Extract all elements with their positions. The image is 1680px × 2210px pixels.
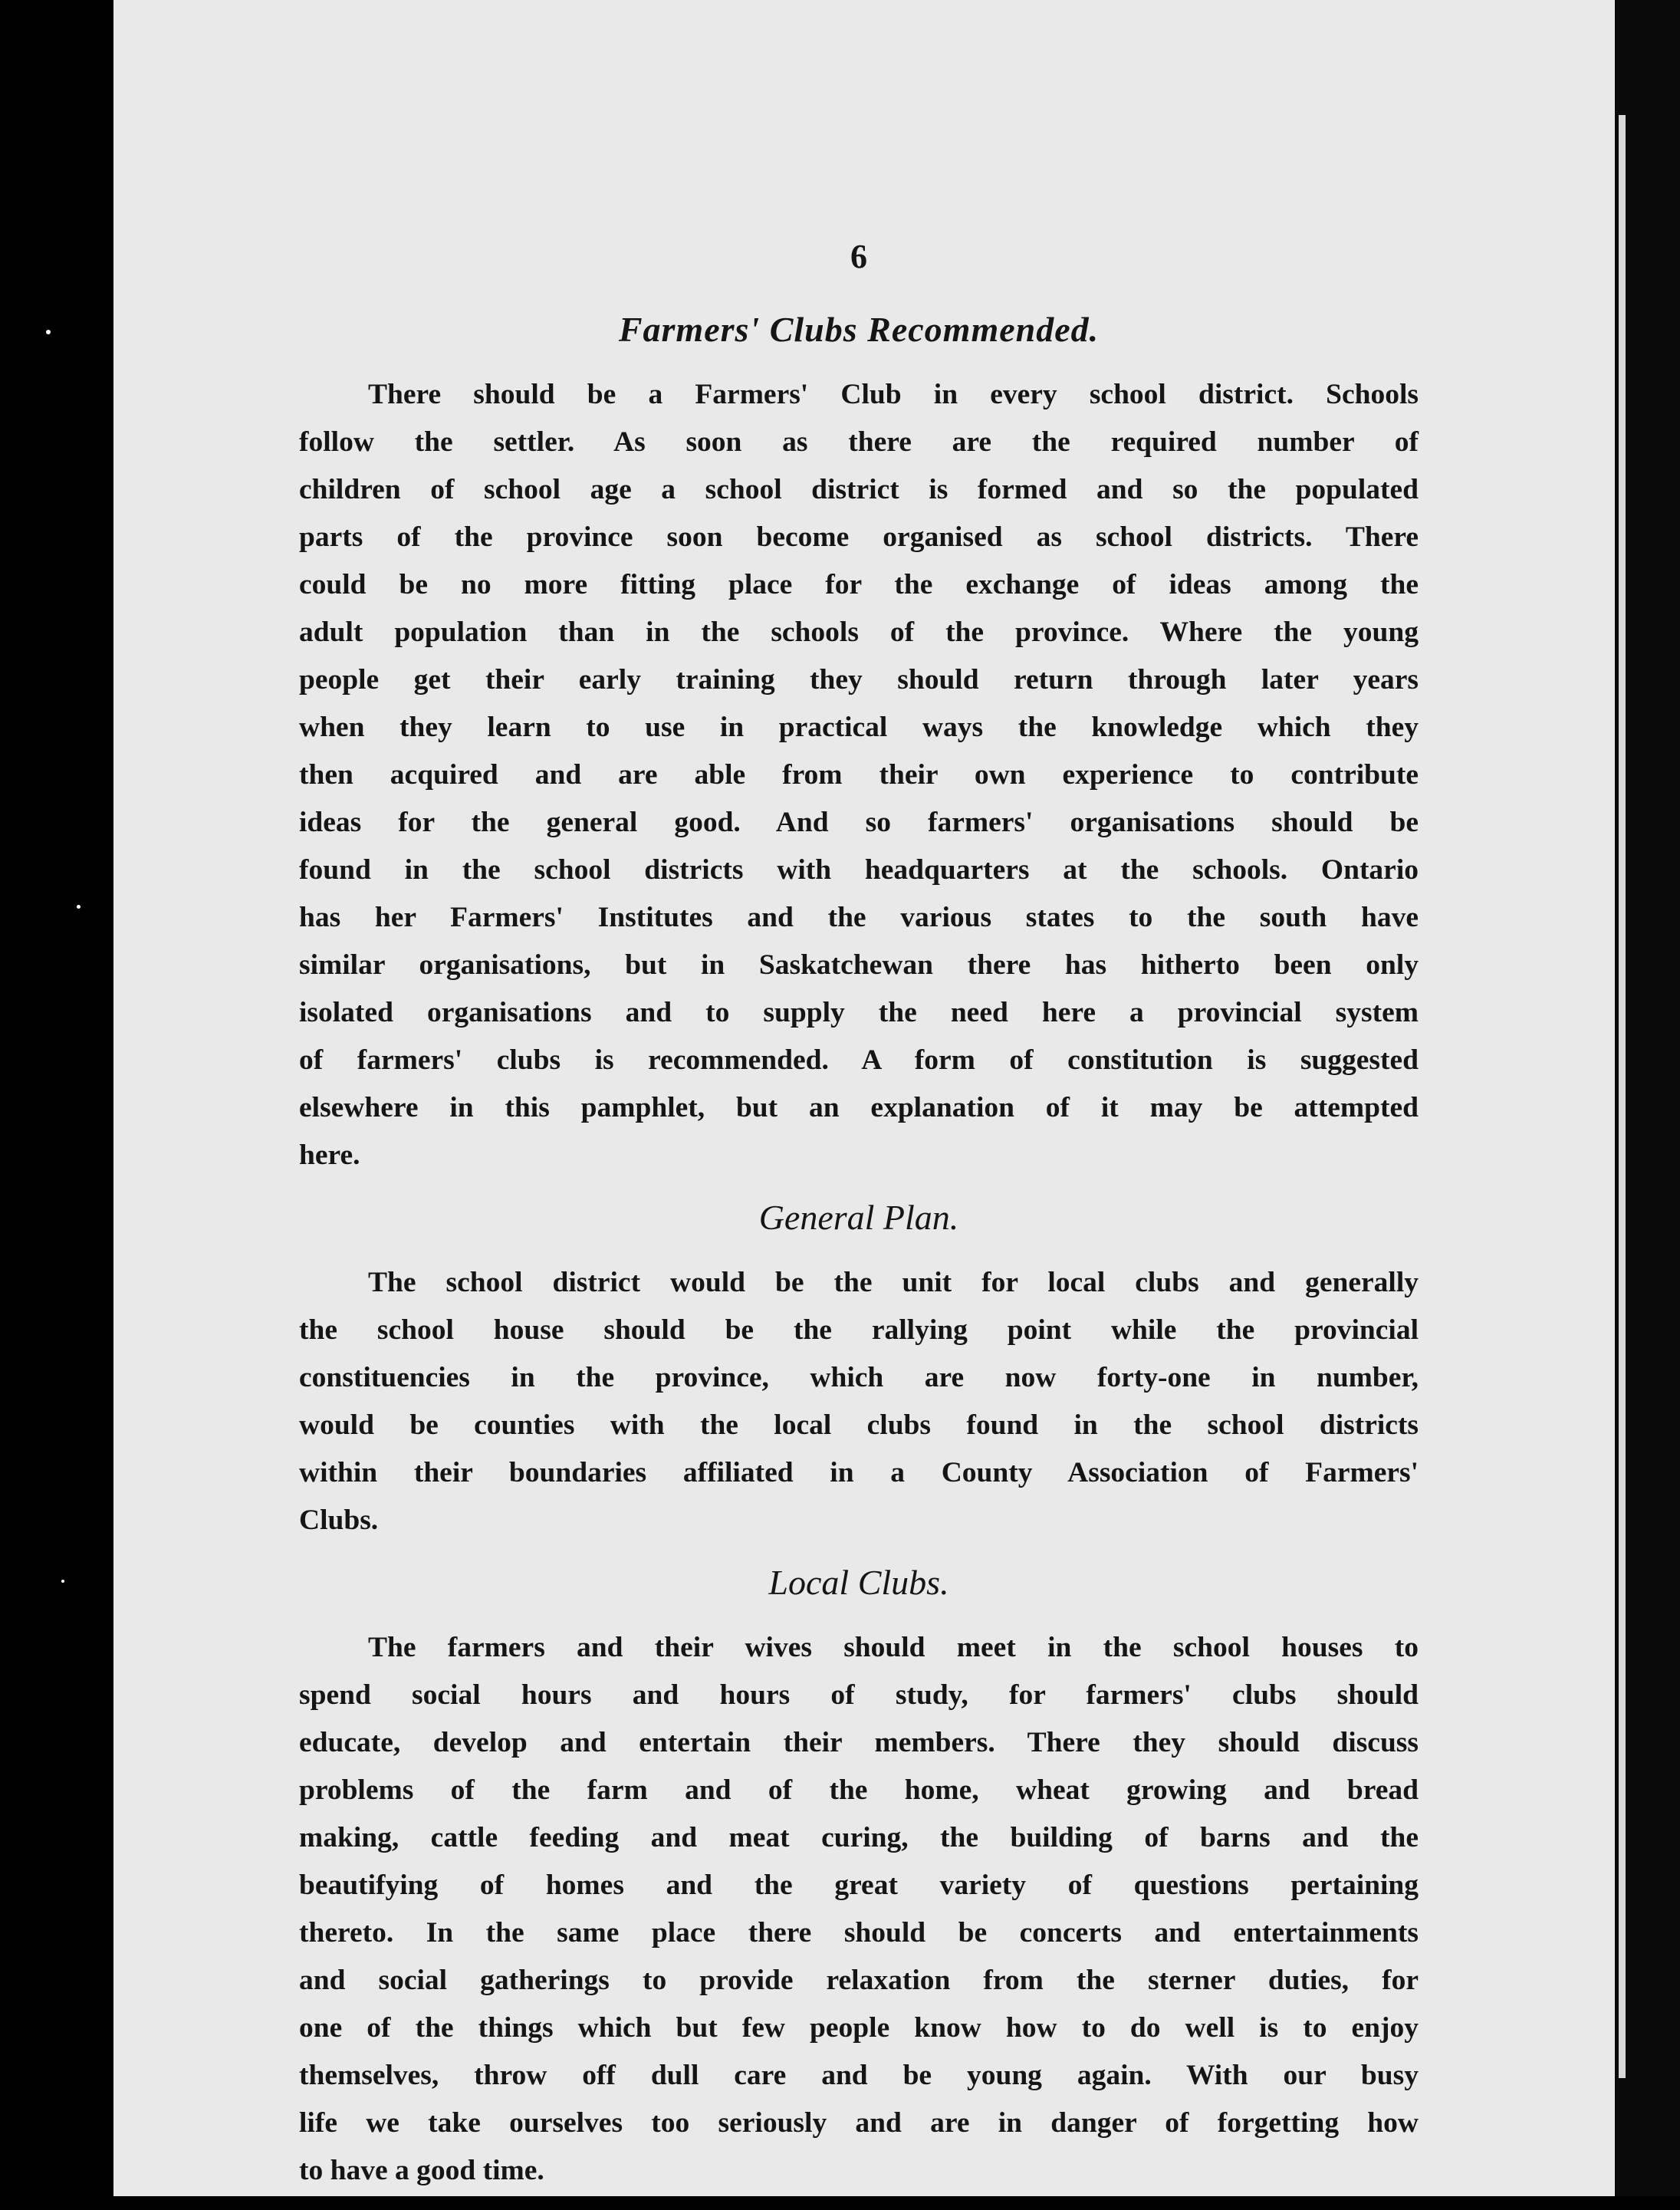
text-line: children of school age a school district is formed and so the populated bbox=[299, 474, 1419, 505]
text-line: would be counties with the local clubs found in the school districts bbox=[299, 1409, 1419, 1441]
text-line: problems of the farm and of the home, wheat growing and bread bbox=[299, 1774, 1419, 1806]
scan-speck bbox=[61, 1580, 64, 1583]
text-line: similar organisations, but in Saskatchewan there has hitherto been only bbox=[299, 949, 1419, 981]
text-line: of farmers' clubs is recommended. A form of constitution is suggested bbox=[299, 1044, 1419, 1076]
text-line: follow the settler. As soon as there are the required number of bbox=[299, 426, 1419, 458]
text-line: elsewhere in this pamphlet, but an explanation of it may be attempted bbox=[299, 1092, 1419, 1123]
text-line: ideas for the general good. And so farmers' organisations should be bbox=[299, 807, 1419, 838]
text-line: thereto. In the same place there should be concerts and entertainments bbox=[299, 1917, 1419, 1949]
text-line: making, cattle feeding and meat curing, the building of barns and the bbox=[299, 1822, 1419, 1853]
scan-speck bbox=[77, 905, 81, 909]
scan-speck bbox=[46, 330, 51, 334]
page-text bbox=[299, 230, 1419, 2210]
text-line: people get their early training they should return through later years bbox=[299, 664, 1419, 696]
text-line: could be no more fitting place for the exchange of ideas among the bbox=[299, 569, 1419, 600]
text-line: to have a good time. bbox=[299, 2155, 544, 2186]
paragraph-farmers-clubs bbox=[299, 371, 1419, 1179]
text-line: here. bbox=[299, 1140, 360, 1171]
text-line: isolated organisations and to supply the need here a provincial system bbox=[299, 997, 1419, 1028]
text-line: The farmers and their wives should meet in the school houses to bbox=[368, 1632, 1419, 1663]
text-line: educate, develop and entertain their members. There they should discuss bbox=[299, 1727, 1419, 1758]
paragraph-local-clubs bbox=[299, 1624, 1419, 2195]
page-number: 6 bbox=[850, 238, 867, 275]
text-line: one of the things which but few people know how to do well is to enjoy bbox=[299, 2012, 1419, 2044]
scan-edge bbox=[1615, 0, 1680, 2196]
text-line: and social gatherings to provide relaxation from the sterner duties, for bbox=[299, 1965, 1419, 1996]
paragraph-general-plan bbox=[299, 1259, 1419, 1544]
text-line: Clubs. bbox=[299, 1505, 379, 1536]
adjacent-page-edge bbox=[1619, 115, 1626, 2078]
text-line: the school house should be the rallying point while the provincial bbox=[299, 1314, 1419, 1346]
text-line: parts of the province soon become organised as school districts. There bbox=[299, 521, 1419, 553]
text-line: spend social hours and hours of study, for farmers' clubs should bbox=[299, 1679, 1419, 1711]
text-line: adult population than in the schools of the province. Where the young bbox=[299, 617, 1419, 648]
text-line: found in the school districts with headquarters at the schools. Ontario bbox=[299, 854, 1419, 886]
text-line: The school district would be the unit for local clubs and generally bbox=[368, 1267, 1419, 1298]
text-line: themselves, throw off dull care and be young again. With our busy bbox=[299, 2060, 1419, 2091]
section-heading-general-plan: General Plan. bbox=[758, 1198, 959, 1237]
text-line: There should be a Farmers' Club in every school district. Schools bbox=[368, 379, 1419, 410]
text-line: when they learn to use in practical ways the knowledge which they bbox=[299, 712, 1419, 743]
text-line: then acquired and are able from their own experience to contribute bbox=[299, 759, 1419, 791]
text-line: has her Farmers' Institutes and the various states to the south have bbox=[299, 902, 1419, 933]
section-heading-local-clubs: Local Clubs. bbox=[768, 1563, 949, 1602]
text-line: beautifying of homes and the great variety of questions pertaining bbox=[299, 1870, 1419, 1901]
text-line: constituencies in the province, which are now forty-one in number, bbox=[299, 1362, 1419, 1393]
section-heading-farmers-clubs: Farmers' Clubs Recommended. bbox=[618, 310, 1100, 349]
text-line: life we take ourselves too seriously and are in danger of forgetting how bbox=[299, 2107, 1419, 2139]
text-line: within their boundaries affiliated in a County Association of Farmers' bbox=[299, 1457, 1419, 1488]
